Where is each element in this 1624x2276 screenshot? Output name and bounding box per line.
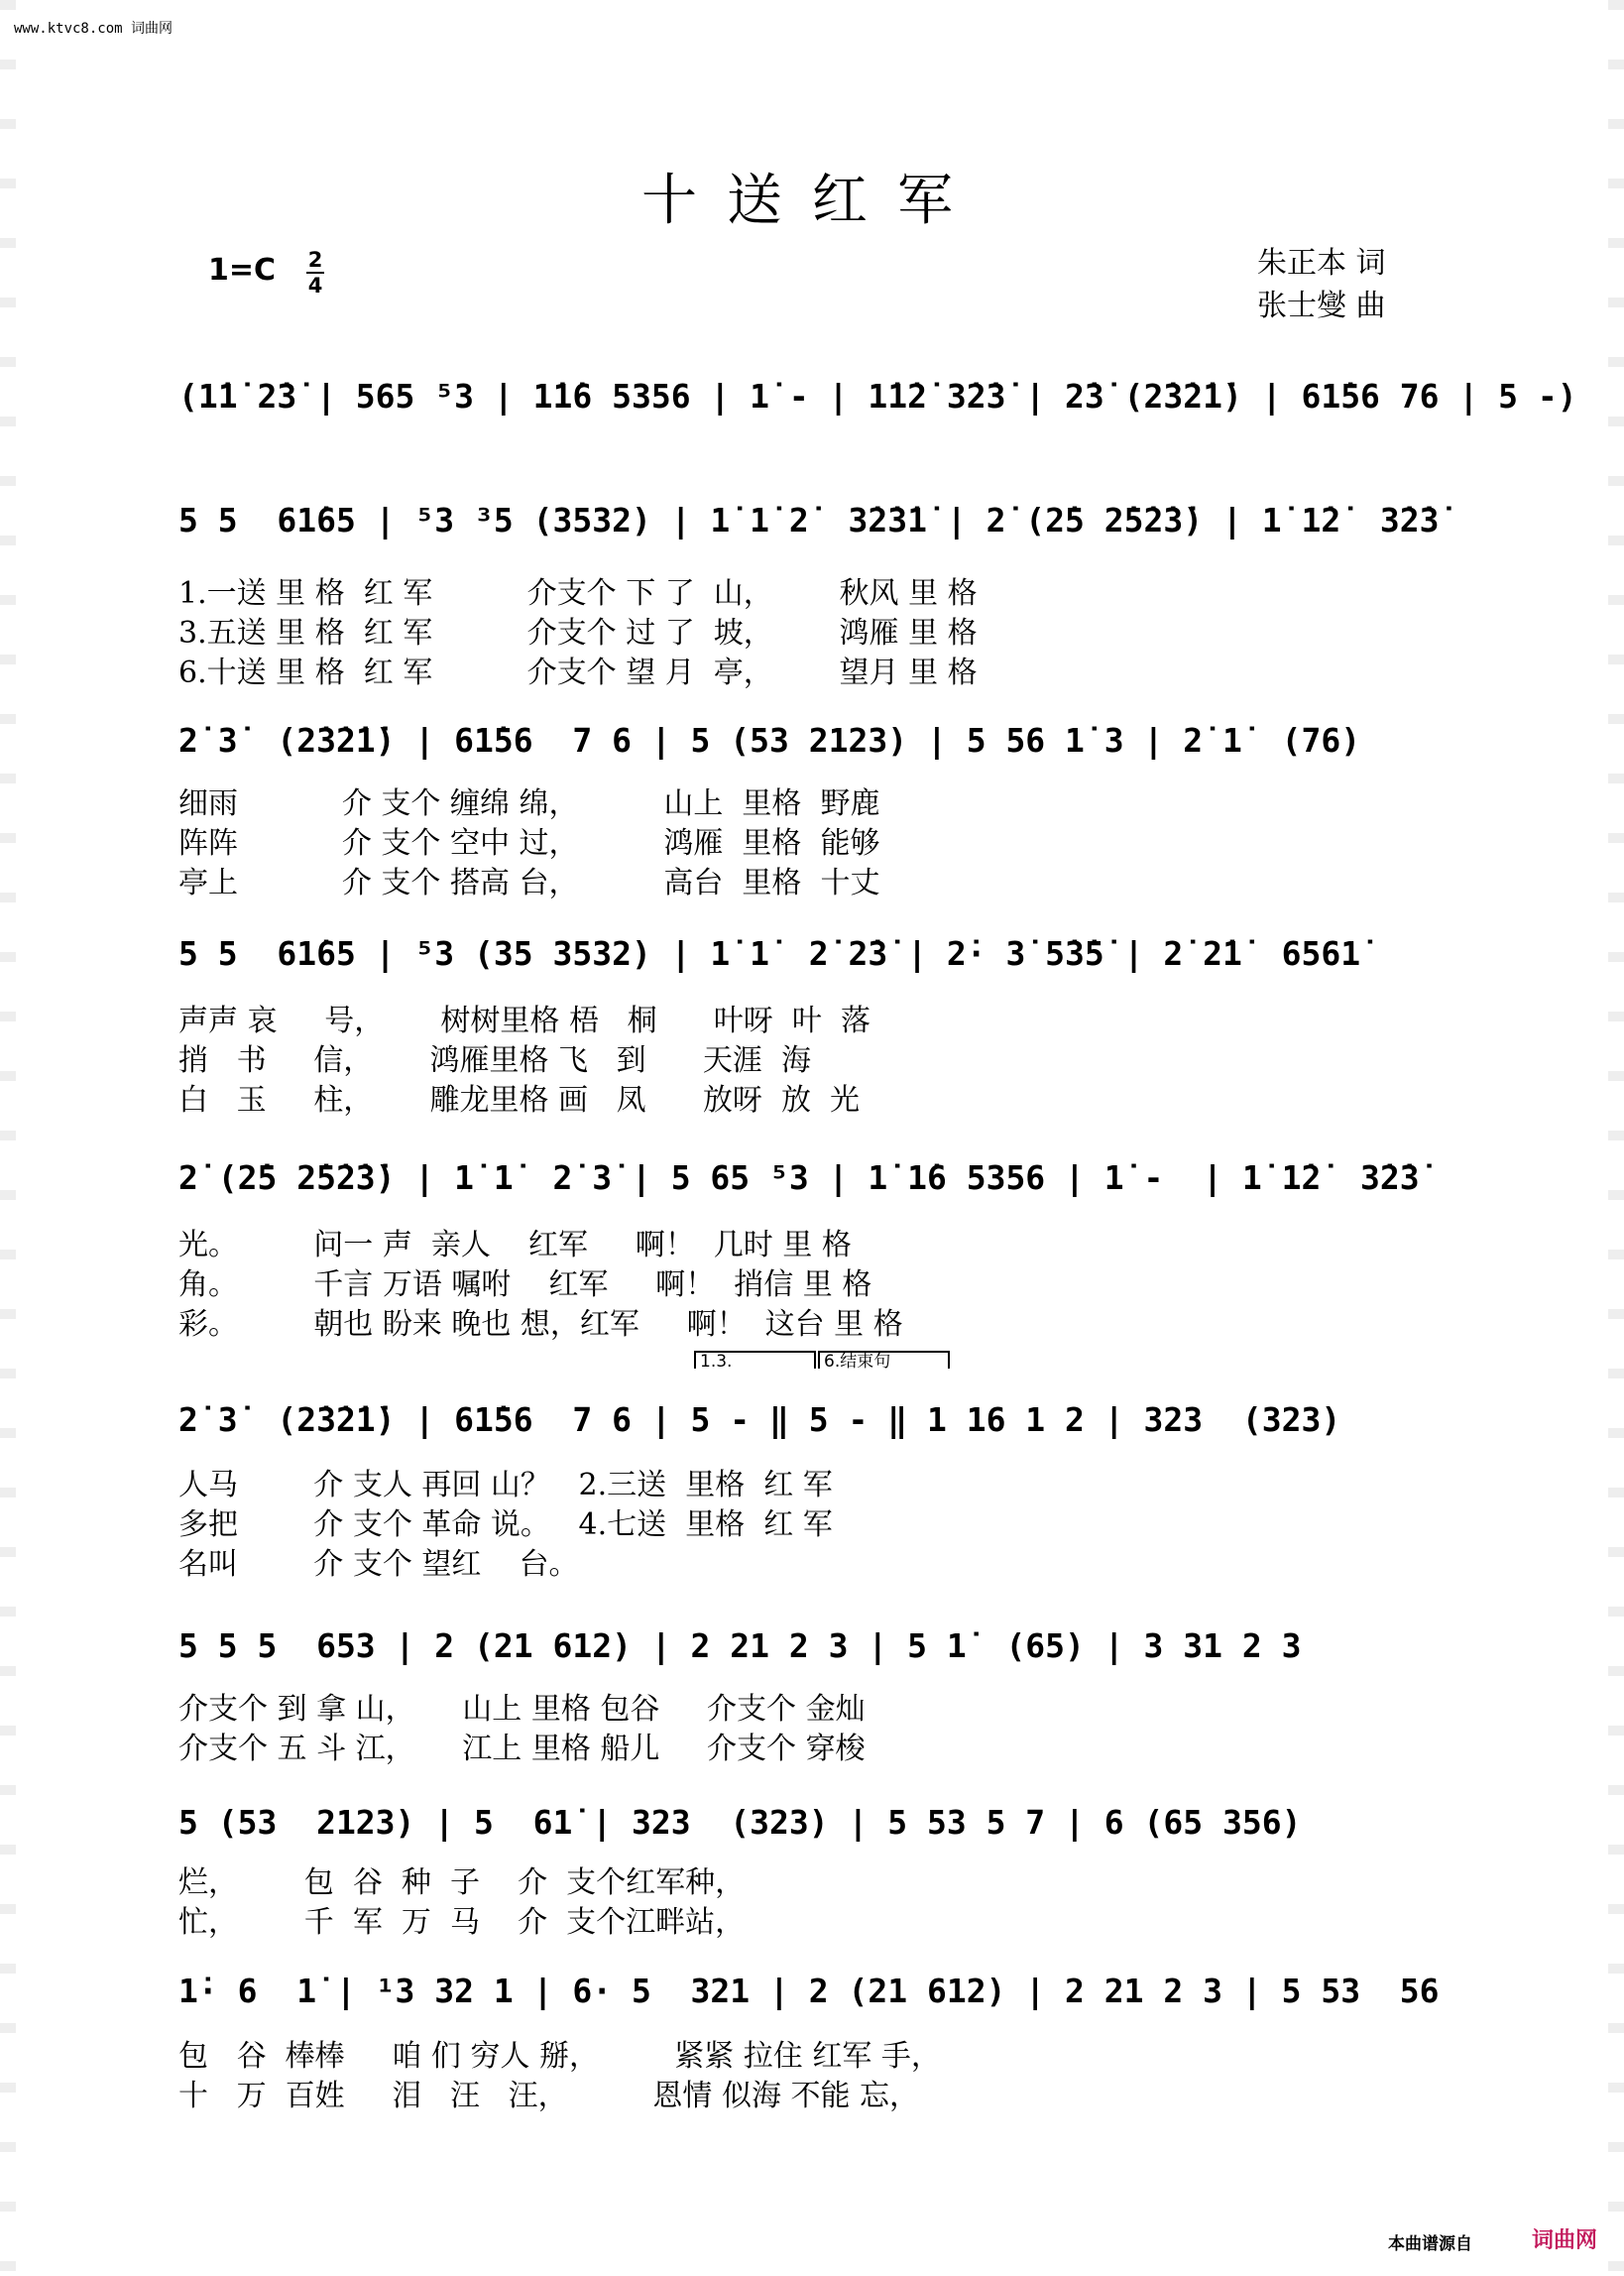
notation-line-8: 5 (53 2123) | 5 61̇ | 323 (323) | 5 53 5 7 | 6 (65 356) — [178, 1803, 1302, 1842]
notation-line-5: 2̇ (2̇5 2̇5̇2̇3̇) | 1̇ 1̇ 2̇ 3̇ | 5 65 ⁵3 | 1̇ 1̇6 5356 | 1̇ - | 1̇ 1̇2̇ 3̇2̇3̇ — [178, 1158, 1420, 1197]
notation-line-4: 5 5 61̇65 | ⁵3 (35 3532) | 1̇ 1̇ 2̇ 2̇3̇ | 2̇· 3̇ 5̇3̇5̇ | 2̇ 2̇1̇ 6561̇ — [178, 934, 1361, 973]
lyric-line-6-a: 人马 介 支人 再回 山？ 2.三送 里格 红 军 — [178, 1468, 833, 1502]
lyric-line-3-c: 亭上 介 支个 搭高 台， 高台 里格 十丈 — [178, 866, 880, 900]
notation-line-1: (1̇1̇ 2̇3̇ | 565 ⁵3 | 1̇1̇6 5356 | 1̇ - | 1̇1̇2̇ 3̇2̇3̇ | 2̇3̇ (2̇3̇2̇1̇) | 61̇56 76 | 5 -) — [178, 377, 1577, 416]
lyric-line-6-b: 多把 介 支个 革命 说。 4.七送 里格 红 军 — [178, 1507, 833, 1542]
lyric-line-4-c: 白 玉 柱， 雕龙里格 画 凤 放呀 放 光 — [178, 1083, 861, 1118]
lyric-line-7-b: 介支个 五 斗 江， 江上 里格 船儿 介支个 穿梭 — [178, 1732, 866, 1766]
lyric-line-8-b: 忙， 千 军 万 马 介 支个江畔站， — [178, 1905, 746, 1940]
lyric-line-8-a: 烂， 包 谷 种 子 介 支个红军种， — [178, 1865, 746, 1900]
lyric-line-5-a: 光。 问一 声 亲人 红军 啊！ 几时 里 格 — [178, 1228, 852, 1262]
notation-line-3: 2̇ 3̇ (2̇3̇2̇1̇) | 61̇56 7 6 | 5 (53 2123) | 5 56 1̇ 3 | 2̇ 1̇ (76) — [178, 721, 1361, 760]
time-signature — [305, 248, 325, 298]
lyric-line-9-b: 十 万 百姓 泪 汪 汪， 恩情 似海 不能 忘， — [178, 2079, 920, 2113]
lyric-verse-3: 3.五送 里 格 红 军 介支个 过 了 坡， 鸿雁 里 格 — [178, 616, 978, 651]
lyricist-credit: 朱正本 词 — [1257, 246, 1386, 281]
left-margin-strip — [0, 0, 16, 2276]
composer-credit: 张士燮 曲 — [1257, 289, 1386, 323]
lyric-line-3-a: 细雨 介 支个 缠绵 绵， 山上 里格 野鹿 — [178, 786, 880, 821]
footer-source-label: 本曲谱源自 — [1388, 2234, 1472, 2254]
lyric-verse-1: 1.一送 里 格 红 军 介支个 下 了 山， 秋风 里 格 — [178, 576, 978, 611]
key-signature: 1=C — [208, 253, 277, 288]
lyric-line-4-a: 声声 哀 号， 树树里格 梧 桐 叶呀 叶 落 — [178, 1004, 870, 1038]
song-title: 十送红军 — [641, 169, 983, 233]
notation-line-9: 1̇· 6 1̇ | ¹3 32 1 | 6· 5 321 | 2 (21 612) | 2 21 2 3 | 5 53 56 — [178, 1972, 1440, 2010]
lyric-line-5-b: 角。 千言 万语 嘱咐 红军 啊！ 捎信 里 格 — [178, 1267, 872, 1302]
volta-second-ending: 6.结束句 — [818, 1351, 950, 1369]
lyric-line-9-a: 包 谷 棒棒 咱 们 穷人 掰， 紧紧 拉住 红军 手， — [178, 2039, 941, 2074]
lyric-line-6-c: 名叫 介 支个 望红 台。 — [178, 1547, 579, 1582]
time-signature-top: 2 — [307, 248, 323, 272]
lyric-line-5-c: 彩。 朝也 盼来 晚也 想，红军 啊！ 这台 里 格 — [178, 1307, 903, 1342]
notation-line-7: 5 5 5 653 | 2 (21 612) | 2 21 2 3 | 5 1̇ (65) | 3 31 2 3 — [178, 1626, 1302, 1665]
watermark: www.ktvc8.com 词曲网 — [14, 21, 174, 37]
time-signature-bottom: 4 — [307, 274, 323, 298]
volta-first-ending: 1.3. — [694, 1351, 816, 1369]
notation-line-2: 5 5 61̇65 | ⁵3 ³5 (3532) | 1̇ 1̇ 2̇ 3̇2̇3̇1̇ | 2̇ (2̇5 2̇5̇2̇3̇) | 1̇ 1̇2̇ 3̇2̇3̇ — [178, 501, 1440, 539]
lyric-verse-6: 6.十送 里 格 红 军 介支个 望 月 亭， 望月 里 格 — [178, 656, 978, 690]
lyric-line-3-b: 阵阵 介 支个 空中 过， 鸿雁 里格 能够 — [178, 826, 880, 861]
notation-line-6: 2̇ 3̇ (2̇3̇2̇1̇) | 61̇56 7 6 | 5 - ‖ 5 - ‖ 1 16 1 2 | 323 (323) — [178, 1400, 1341, 1439]
lyric-line-4-b: 捎 书 信， 鸿雁里格 飞 到 天涯 海 — [178, 1043, 811, 1078]
footer-site-logo: 词曲网 — [1532, 2228, 1598, 2253]
lyric-line-7-a: 介支个 到 拿 山， 山上 里格 包谷 介支个 金灿 — [178, 1692, 866, 1727]
right-margin-strip — [1608, 0, 1624, 2276]
